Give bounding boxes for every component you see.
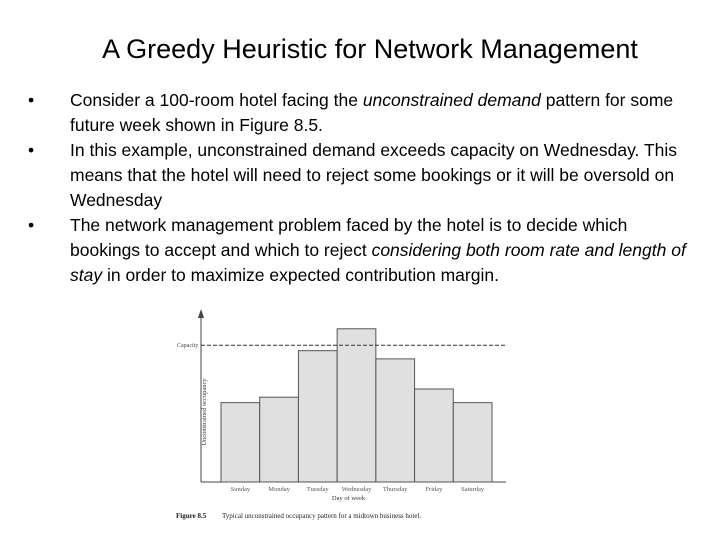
x-axis-title: Day of week xyxy=(331,495,366,502)
bar xyxy=(260,397,299,482)
bullet-emphasis: unconstrained demand xyxy=(362,90,541,110)
bar xyxy=(298,351,337,482)
bullet-text: The network management problem faced by the hotel is to decide which bookings to accept and which to reject xyxy=(70,215,628,260)
y-axis-title: Unconstrained occupancy xyxy=(201,378,208,446)
x-tick-label: Saturday xyxy=(461,486,485,493)
x-tick-label: Tuesday xyxy=(306,486,329,493)
bar xyxy=(221,403,260,482)
bullet-emphasis: considering both room rate and length of stay xyxy=(70,240,686,285)
chart-area xyxy=(176,309,506,520)
x-tick-label: Wednesday xyxy=(341,486,372,493)
bar xyxy=(337,329,376,482)
bar xyxy=(415,389,454,482)
bar xyxy=(453,403,492,482)
x-tick-label: Sunday xyxy=(230,486,251,493)
figure-caption-number: Figure 8.5 xyxy=(176,512,207,520)
bullet-marker: • xyxy=(28,140,35,160)
capacity-label: Capacity xyxy=(177,343,199,350)
bar xyxy=(376,359,415,482)
x-tick-label: Friday xyxy=(425,486,443,493)
figure-caption-text: Typical unconstrained occupancy pattern for a midtown business hotel. xyxy=(222,512,422,520)
bullet-text: In this example, unconstrained demand exceeds capacity on Wednesday. This means that the hotel will need to reject some bookings or it will be oversold on Wednesday xyxy=(70,140,678,210)
slide-title: A Greedy Heuristic for Network Management xyxy=(102,34,638,64)
bullet-marker: • xyxy=(28,90,35,110)
bullet-text: in order to maximize expected contribution margin. xyxy=(102,265,499,285)
bullet-text: pattern for some future week shown in Figure 8.5. xyxy=(70,90,674,135)
x-tick-label: Thursday xyxy=(382,486,408,493)
bullet-text: Consider a 100-room hotel facing the xyxy=(70,90,363,110)
x-tick-label: Monday xyxy=(268,486,290,493)
y-axis-arrow xyxy=(198,309,204,318)
bullet-marker: • xyxy=(28,215,35,235)
